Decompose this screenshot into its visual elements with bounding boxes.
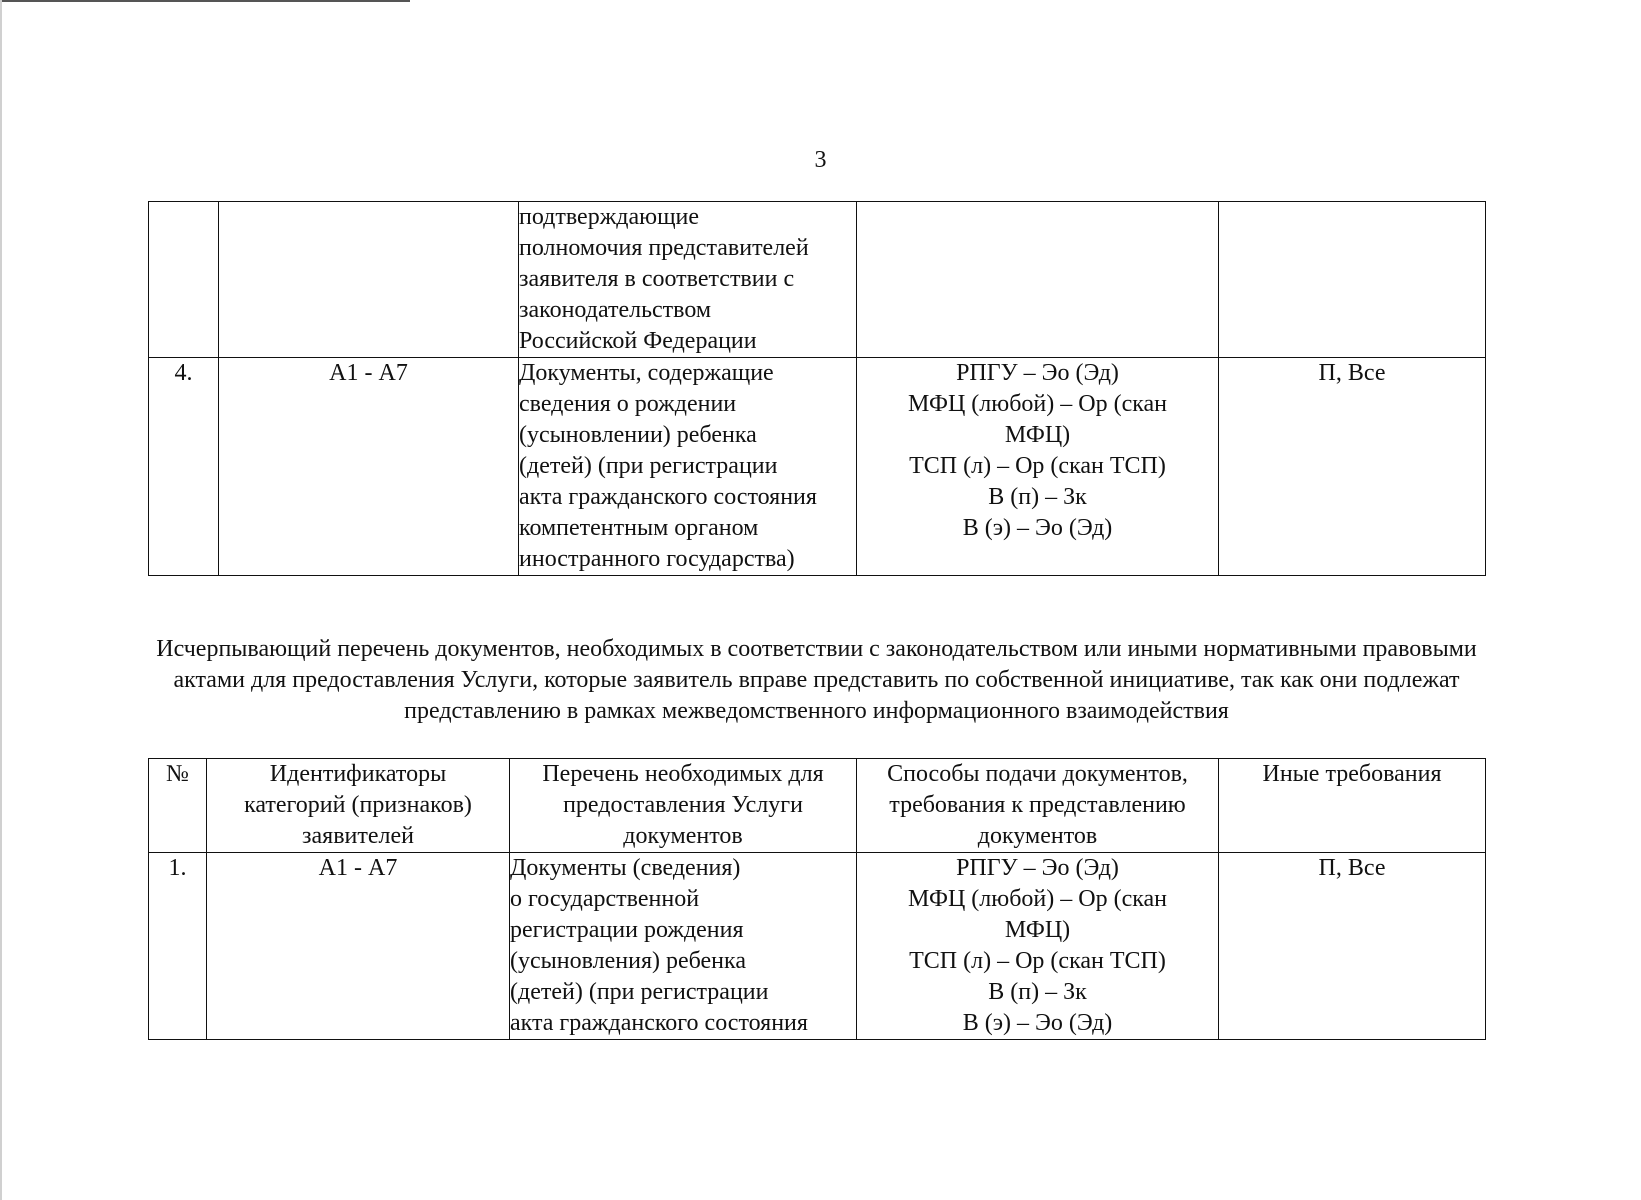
table-row: [149, 853, 1486, 1040]
interagency-documents-table: [148, 758, 1486, 1040]
cell-other: [1219, 202, 1486, 358]
cell-documents: подтверждающие полномочия представителей заявителя в соответствии с законодательством Российской Федерации: [519, 202, 857, 358]
cell-documents: Документы, содержащие сведения о рождении (усыновлении) ребенка (детей) (при регистрации акта гражданского состояния компетентным органом иностранного государства): [519, 358, 857, 576]
page-number: 3: [814, 147, 827, 173]
section-heading: Исчерпывающий перечень документов, необходимых в соответствии с законодательством или иными нормативными правовыми актами для предоставления Услуги, которые заявитель вправе представить по собственной инициативе, так как они подлежат представлению в рамках межведомственного информационного взаимодействия: [156, 636, 1477, 724]
cell-identifiers: А1 - А7: [219, 358, 519, 576]
cell-num: 4.: [149, 358, 219, 576]
header-documents: Перечень необходимых для предоставления Услуги документов: [510, 759, 857, 853]
cell-num: 1.: [149, 853, 207, 1040]
cell-other: П, Все: [1219, 358, 1486, 576]
table-header-row: [149, 759, 1486, 853]
scan-left-edge: [0, 0, 2, 1200]
cell-documents: Документы (сведения) о государственной регистрации рождения (усыновления) ребенка (детей) (при регистрации акта гражданского состояния: [510, 853, 857, 1040]
header-identifiers: Идентификаторы категорий (признаков) заявителей: [207, 759, 510, 853]
header-num: №: [149, 759, 207, 853]
cell-num: [149, 202, 219, 358]
cell-methods: [857, 202, 1219, 358]
cell-identifiers: [219, 202, 519, 358]
cell-methods: РПГУ – Эо (Эд) МФЦ (любой) – Ор (скан МФЦ) ТСП (л) – Ор (скан ТСП) В (п) – Зк В (э) – Эо (Эд): [857, 358, 1219, 576]
table-row: [149, 202, 1486, 358]
cell-identifiers: А1 - А7: [207, 853, 510, 1040]
header-methods: Способы подачи документов, требования к представлению документов: [857, 759, 1219, 853]
cell-methods: РПГУ – Эо (Эд) МФЦ (любой) – Ор (скан МФЦ) ТСП (л) – Ор (скан ТСП) В (п) – Зк В (э) – Эо (Эд): [857, 853, 1219, 1040]
table-row: [149, 358, 1486, 576]
documents-table-continued: [148, 201, 1486, 576]
header-other: Иные требования: [1219, 759, 1486, 853]
scan-border-line: [0, 0, 410, 2]
cell-other: П, Все: [1219, 853, 1486, 1040]
